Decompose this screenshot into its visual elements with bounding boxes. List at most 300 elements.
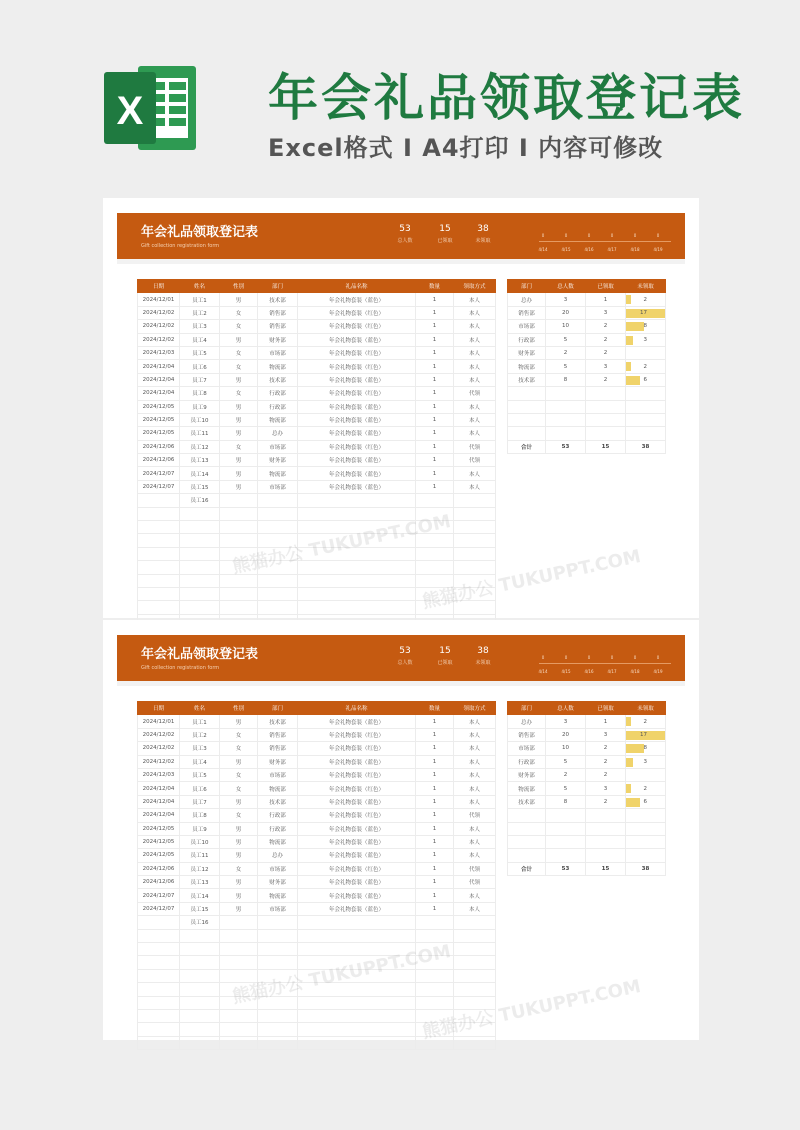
table-cell[interactable]: 员工14 [180,467,220,480]
table-cell[interactable]: 2024/12/04 [138,795,180,808]
summary-cell: 财务部 [508,768,546,781]
table-cell[interactable]: 员工3 [180,742,220,755]
table-cell[interactable] [258,916,298,929]
table-cell[interactable]: 员工4 [180,333,220,346]
table-cell[interactable] [298,916,416,929]
table-cell[interactable]: 2024/12/05 [138,413,180,426]
table-cell[interactable]: 年会礼物套装（蓝色） [298,480,416,493]
table-cell[interactable]: 员工6 [180,360,220,373]
table-cell[interactable]: 1 [416,795,454,808]
table-cell[interactable]: 1 [416,742,454,755]
table-cell[interactable]: 年会礼物套装（红色） [298,320,416,333]
table-cell[interactable] [220,916,258,929]
table-cell[interactable]: 2024/12/04 [138,782,180,795]
table-cell[interactable]: 员工12 [180,862,220,875]
table-cell[interactable]: 代领 [454,809,496,822]
summary-cell: 物流部 [508,360,546,373]
table-cell[interactable]: 员工2 [180,728,220,741]
summary-cell: 2 [586,320,626,333]
table-cell[interactable]: 1 [416,835,454,848]
empty-row [138,956,496,969]
table-cell[interactable]: 本人 [454,755,496,768]
table-cell[interactable]: 年会礼物套装（蓝色） [298,333,416,346]
table-cell[interactable]: 本人 [454,306,496,319]
table-cell[interactable]: 市场部 [258,862,298,875]
table-cell[interactable]: 年会礼物套装（蓝色） [298,293,416,306]
table-cell[interactable]: 行政部 [258,822,298,835]
empty-row [508,809,666,822]
table-cell[interactable]: 员工10 [180,835,220,848]
table-cell[interactable]: 2024/12/07 [138,480,180,493]
pending-bar-cell: 8 [626,742,666,755]
table-cell[interactable]: 本人 [454,822,496,835]
summary-cell: 销售部 [508,306,546,319]
stat-collected: 15 已领取 [437,224,453,244]
empty-row [138,561,496,574]
column-header: 数量 [416,702,454,715]
table-cell[interactable]: 女 [220,346,258,359]
table-cell[interactable]: 1 [416,728,454,741]
summary-cell: 1 [586,715,626,728]
table-cell[interactable]: 年会礼物套装（红色） [298,782,416,795]
table-cell[interactable]: 男 [220,889,258,902]
table-cell[interactable]: 行政部 [258,387,298,400]
table-cell[interactable]: 本人 [454,728,496,741]
table-cell[interactable]: 员工11 [180,427,220,440]
table-cell[interactable]: 年会礼物套装（蓝色） [298,467,416,480]
table-cell[interactable]: 1 [416,809,454,822]
table-cell[interactable]: 1 [416,849,454,862]
summary-cell: 3 [546,715,586,728]
table-cell[interactable]: 物流部 [258,467,298,480]
pending-bar [626,798,640,807]
empty-row [138,601,496,614]
table-cell[interactable]: 女 [220,782,258,795]
table-cell[interactable]: 男 [220,822,258,835]
table-row [138,728,496,741]
table-cell[interactable] [454,916,496,929]
summary-row [508,360,666,373]
table-cell[interactable]: 男 [220,400,258,413]
mini-chart-point: 0 4/15 [561,655,571,674]
table-cell[interactable]: 物流部 [258,413,298,426]
table-cell[interactable]: 代领 [454,387,496,400]
table-cell[interactable]: 年会礼物套装（蓝色） [298,400,416,413]
table-cell[interactable]: 技术部 [258,293,298,306]
table-cell[interactable]: 2024/12/04 [138,809,180,822]
table-cell[interactable] [416,916,454,929]
table-cell[interactable] [258,494,298,507]
table-cell[interactable]: 男 [220,373,258,386]
column-header: 姓名 [180,280,220,293]
table-row [138,902,496,915]
table-cell[interactable]: 男 [220,715,258,728]
table-cell[interactable]: 年会礼物套装（红色） [298,360,416,373]
pending-bar-cell: 2 [626,715,666,728]
sheet-subtitle: Gift collection registration form [141,665,220,671]
page-subtitle: Excel格式 I A4打印 I 内容可修改 [268,134,664,162]
table-cell[interactable]: 2024/12/06 [138,454,180,467]
department-summary-table [507,701,666,876]
table-cell[interactable]: 员工9 [180,822,220,835]
table-cell[interactable]: 1 [416,413,454,426]
table-cell[interactable]: 本人 [454,427,496,440]
table-cell[interactable]: 员工15 [180,902,220,915]
table-cell[interactable]: 男 [220,849,258,862]
table-cell[interactable]: 1 [416,293,454,306]
table-cell[interactable]: 年会礼物套装（蓝色） [298,755,416,768]
table-cell[interactable]: 员工8 [180,387,220,400]
table-cell[interactable]: 1 [416,755,454,768]
pending-bar [626,758,633,767]
table-cell[interactable]: 1 [416,480,454,493]
summary-cell: 3 [586,728,626,741]
table-cell[interactable]: 年会礼物套装（蓝色） [298,795,416,808]
table-cell[interactable]: 女 [220,440,258,453]
stat-pending: 38 未领取 [475,646,491,666]
table-cell[interactable]: 2024/12/07 [138,889,180,902]
empty-row [138,547,496,560]
sheet-banner [117,213,685,259]
table-cell[interactable]: 1 [416,400,454,413]
table-cell[interactable]: 1 [416,373,454,386]
table-cell[interactable]: 物流部 [258,835,298,848]
table-cell[interactable]: 男 [220,467,258,480]
table-cell[interactable]: 年会礼物套装（蓝色） [298,902,416,915]
table-row [138,795,496,808]
table-cell[interactable]: 员工7 [180,795,220,808]
table-cell[interactable]: 2024/12/02 [138,306,180,319]
table-cell[interactable]: 财务部 [258,755,298,768]
table-cell[interactable]: 销售部 [258,306,298,319]
table-row [138,494,496,507]
table-cell[interactable]: 员工5 [180,346,220,359]
table-row [138,742,496,755]
table-cell[interactable]: 本人 [454,889,496,902]
table-cell[interactable]: 销售部 [258,742,298,755]
table-cell[interactable]: 销售部 [258,320,298,333]
table-cell[interactable]: 男 [220,902,258,915]
table-cell[interactable]: 年会礼物套装（蓝色） [298,373,416,386]
table-cell[interactable]: 女 [220,862,258,875]
table-cell[interactable]: 1 [416,467,454,480]
table-cell[interactable]: 代领 [454,862,496,875]
summary-cell: 技术部 [508,795,546,808]
table-cell[interactable]: 年会礼物套装（蓝色） [298,849,416,862]
table-cell[interactable]: 男 [220,835,258,848]
summary-cell: 财务部 [508,346,546,359]
table-cell[interactable]: 本人 [454,480,496,493]
empty-row [508,387,666,400]
table-cell[interactable]: 1 [416,889,454,902]
table-cell[interactable]: 员工16 [180,916,220,929]
table-cell[interactable] [298,494,416,507]
empty-row [138,1023,496,1036]
column-header: 部门 [258,702,298,715]
table-cell[interactable]: 2024/12/06 [138,440,180,453]
table-cell[interactable]: 女 [220,809,258,822]
table-cell[interactable]: 本人 [454,795,496,808]
table-cell[interactable]: 年会礼物套装（红色） [298,862,416,875]
table-cell[interactable]: 本人 [454,320,496,333]
table-cell[interactable]: 代领 [454,440,496,453]
table-cell[interactable]: 行政部 [258,809,298,822]
table-row [138,373,496,386]
table-cell[interactable]: 本人 [454,360,496,373]
table-cell[interactable]: 1 [416,715,454,728]
table-cell[interactable]: 代领 [454,876,496,889]
table-cell[interactable]: 年会礼物套装（蓝色） [298,413,416,426]
table-cell[interactable]: 员工1 [180,715,220,728]
table-cell[interactable]: 员工7 [180,373,220,386]
sheet-banner [117,635,685,681]
pending-bar-cell: 17 [626,728,666,741]
table-cell[interactable]: 年会礼物套装（红色） [298,346,416,359]
summary-cell: 技术部 [508,373,546,386]
registration-table [137,701,496,1050]
mini-chart-point: 0 4/16 [584,655,594,674]
table-cell[interactable]: 物流部 [258,360,298,373]
column-header: 领取方式 [454,702,496,715]
table-cell[interactable]: 男 [220,480,258,493]
table-cell[interactable]: 市场部 [258,768,298,781]
summary-row [508,795,666,808]
table-cell[interactable] [416,494,454,507]
table-row [138,467,496,480]
pending-bar-cell [626,768,666,781]
table-cell[interactable]: 年会礼物套装（蓝色） [298,454,416,467]
table-cell[interactable]: 1 [416,427,454,440]
table-cell[interactable]: 本人 [454,782,496,795]
table-row [138,400,496,413]
table-cell[interactable]: 1 [416,333,454,346]
summary-cell: 物流部 [508,782,546,795]
table-cell[interactable]: 物流部 [258,889,298,902]
pending-bar-cell: 3 [626,333,666,346]
table-cell[interactable]: 年会礼物套装（蓝色） [298,822,416,835]
table-cell[interactable]: 本人 [454,715,496,728]
pending-bar-cell: 17 [626,306,666,319]
table-cell[interactable]: 2024/12/01 [138,293,180,306]
table-cell[interactable]: 员工13 [180,454,220,467]
table-cell[interactable]: 技术部 [258,795,298,808]
table-cell[interactable]: 员工12 [180,440,220,453]
table-cell[interactable]: 本人 [454,373,496,386]
table-cell[interactable]: 1 [416,320,454,333]
total-row [508,440,666,453]
table-cell[interactable]: 男 [220,333,258,346]
table-cell[interactable]: 年会礼物套装（蓝色） [298,427,416,440]
table-cell[interactable]: 2024/12/05 [138,849,180,862]
table-cell[interactable]: 1 [416,440,454,453]
table-cell[interactable]: 员工11 [180,849,220,862]
table-cell[interactable]: 2024/12/06 [138,876,180,889]
table-cell[interactable]: 男 [220,795,258,808]
table-cell[interactable]: 本人 [454,346,496,359]
table-cell[interactable]: 1 [416,768,454,781]
table-cell[interactable]: 1 [416,822,454,835]
summary-cell: 3 [586,782,626,795]
column-header: 姓名 [180,702,220,715]
table-cell[interactable]: 本人 [454,400,496,413]
summary-cell: 总办 [508,715,546,728]
table-cell[interactable]: 财务部 [258,876,298,889]
summary-cell: 2 [586,755,626,768]
table-cell[interactable]: 女 [220,306,258,319]
table-cell[interactable]: 代领 [454,454,496,467]
table-cell[interactable]: 员工10 [180,413,220,426]
total-cell: 38 [626,862,666,875]
table-cell[interactable]: 年会礼物套装（蓝色） [298,835,416,848]
table-cell[interactable]: 男 [220,876,258,889]
table-row [138,782,496,795]
table-cell[interactable]: 员工3 [180,320,220,333]
table-cell[interactable]: 1 [416,360,454,373]
table-cell[interactable]: 1 [416,306,454,319]
table-cell[interactable]: 员工5 [180,768,220,781]
table-cell[interactable] [138,916,180,929]
table-cell[interactable]: 男 [220,293,258,306]
table-cell[interactable]: 年会礼物套装（红色） [298,387,416,400]
table-cell[interactable]: 员工1 [180,293,220,306]
table-cell[interactable]: 2024/12/02 [138,728,180,741]
table-cell[interactable]: 年会礼物套装（红色） [298,742,416,755]
table-cell[interactable]: 2024/12/04 [138,373,180,386]
table-cell[interactable]: 男 [220,427,258,440]
summary-row [508,306,666,319]
summary-cell: 3 [586,360,626,373]
summary-cell: 市场部 [508,742,546,755]
table-cell[interactable]: 本人 [454,467,496,480]
table-cell[interactable]: 市场部 [258,346,298,359]
summary-cell: 2 [586,768,626,781]
table-cell[interactable]: 员工2 [180,306,220,319]
table-cell[interactable]: 2024/12/02 [138,333,180,346]
total-row [508,862,666,875]
table-cell[interactable]: 员工16 [180,494,220,507]
table-cell[interactable]: 2024/12/05 [138,400,180,413]
column-header: 性别 [220,702,258,715]
mini-trend-chart [535,233,675,253]
table-cell[interactable]: 年会礼物套装（蓝色） [298,715,416,728]
table-cell[interactable]: 物流部 [258,782,298,795]
table-cell[interactable]: 销售部 [258,728,298,741]
table-cell[interactable]: 2024/12/05 [138,822,180,835]
table-cell[interactable]: 市场部 [258,440,298,453]
table-cell[interactable]: 1 [416,876,454,889]
table-cell[interactable]: 2024/12/02 [138,320,180,333]
table-cell[interactable]: 1 [416,862,454,875]
table-cell[interactable]: 本人 [454,835,496,848]
table-cell[interactable]: 员工6 [180,782,220,795]
table-cell[interactable]: 1 [416,346,454,359]
table-cell[interactable]: 2024/12/02 [138,755,180,768]
table-cell[interactable]: 1 [416,902,454,915]
table-cell[interactable]: 年会礼物套装（红色） [298,728,416,741]
table-row [138,346,496,359]
table-cell[interactable]: 2024/12/03 [138,346,180,359]
table-cell[interactable]: 2024/12/07 [138,467,180,480]
table-cell[interactable]: 2024/12/02 [138,742,180,755]
table-cell[interactable]: 本人 [454,768,496,781]
table-cell[interactable]: 女 [220,768,258,781]
table-cell[interactable]: 女 [220,320,258,333]
table-cell[interactable]: 年会礼物套装（蓝色） [298,889,416,902]
table-cell[interactable]: 财务部 [258,454,298,467]
table-cell[interactable]: 女 [220,360,258,373]
table-cell[interactable]: 2024/12/05 [138,427,180,440]
column-header: 部门 [508,702,546,715]
summary-cell: 2 [586,795,626,808]
table-cell[interactable]: 本人 [454,333,496,346]
table-cell[interactable]: 总办 [258,427,298,440]
table-cell[interactable] [454,494,496,507]
table-cell[interactable]: 员工14 [180,889,220,902]
table-row [138,862,496,875]
table-cell[interactable]: 市场部 [258,902,298,915]
table-cell[interactable]: 年会礼物套装（红色） [298,306,416,319]
pending-bar-cell: 2 [626,360,666,373]
pending-bar [626,744,644,753]
table-cell[interactable]: 本人 [454,293,496,306]
table-cell[interactable]: 女 [220,728,258,741]
table-cell[interactable]: 1 [416,387,454,400]
table-cell[interactable]: 员工9 [180,400,220,413]
table-cell[interactable]: 本人 [454,413,496,426]
table-cell[interactable]: 年会礼物套装（蓝色） [298,876,416,889]
table-row [138,427,496,440]
table-cell[interactable]: 2024/12/05 [138,835,180,848]
table-row [138,876,496,889]
table-cell[interactable]: 总办 [258,849,298,862]
table-cell[interactable]: 员工4 [180,755,220,768]
table-cell[interactable]: 市场部 [258,480,298,493]
table-cell[interactable]: 本人 [454,849,496,862]
table-cell[interactable]: 男 [220,454,258,467]
table-cell[interactable]: 1 [416,454,454,467]
table-cell[interactable]: 2024/12/01 [138,715,180,728]
column-header: 领取方式 [454,280,496,293]
table-cell[interactable]: 年会礼物套装（红色） [298,768,416,781]
table-cell[interactable]: 2024/12/03 [138,768,180,781]
table-cell[interactable]: 2024/12/04 [138,387,180,400]
table-cell[interactable]: 行政部 [258,400,298,413]
table-cell[interactable]: 年会礼物套装（红色） [298,440,416,453]
table-cell[interactable]: 本人 [454,742,496,755]
table-cell[interactable]: 2024/12/06 [138,862,180,875]
table-cell[interactable]: 技术部 [258,715,298,728]
table-row [138,413,496,426]
table-cell[interactable]: 财务部 [258,333,298,346]
table-cell[interactable]: 2024/12/07 [138,902,180,915]
table-cell[interactable]: 技术部 [258,373,298,386]
table-cell[interactable]: 男 [220,413,258,426]
table-cell[interactable]: 员工13 [180,876,220,889]
table-cell[interactable]: 本人 [454,902,496,915]
table-cell[interactable]: 2024/12/04 [138,360,180,373]
table-cell[interactable]: 女 [220,387,258,400]
table-row [138,440,496,453]
table-cell[interactable] [220,494,258,507]
table-cell[interactable]: 员工8 [180,809,220,822]
table-row [138,768,496,781]
table-cell[interactable]: 男 [220,755,258,768]
table-cell[interactable]: 1 [416,782,454,795]
table-cell[interactable]: 年会礼物套装（红色） [298,809,416,822]
table-cell[interactable]: 女 [220,742,258,755]
table-cell[interactable] [138,494,180,507]
table-cell[interactable]: 员工15 [180,480,220,493]
